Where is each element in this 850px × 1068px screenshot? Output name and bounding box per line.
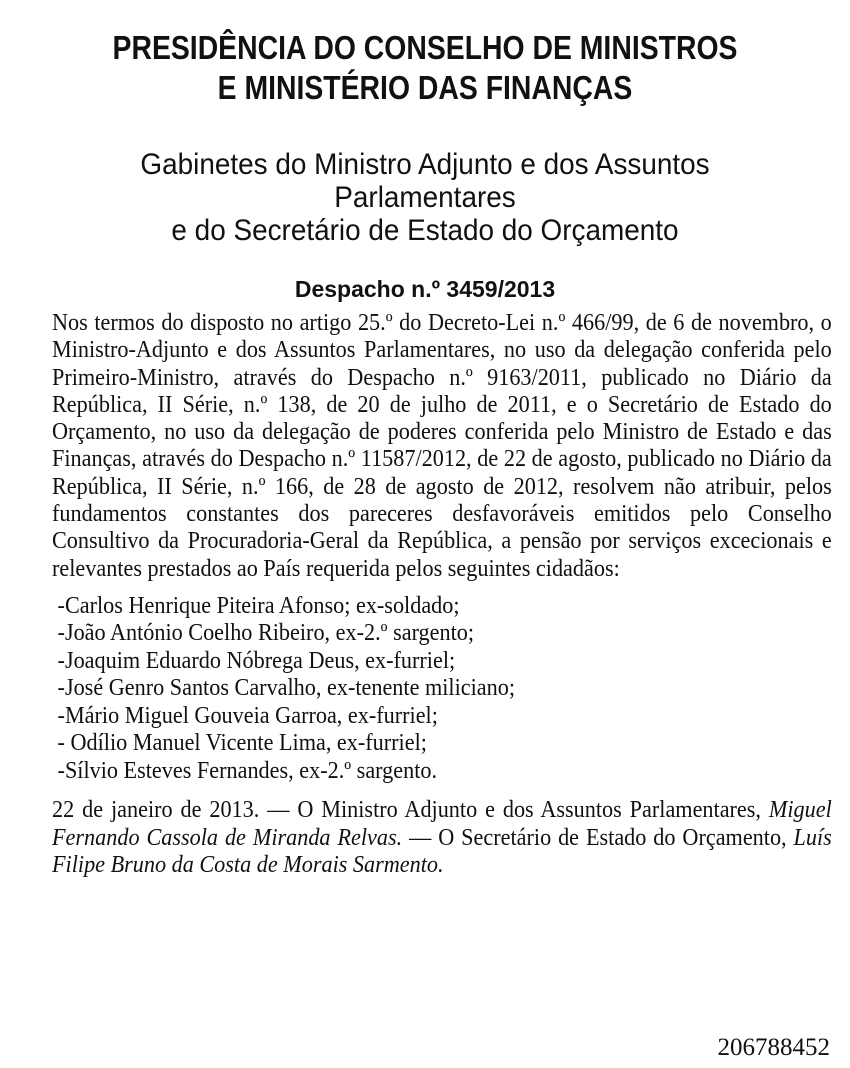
cabinet-subheader-line-3: e do Secretário de Estado do Orçamento <box>171 214 679 247</box>
cabinet-subheader-line-2: Parlamentares <box>334 181 516 214</box>
closing-middle-text: — O Secretário de Estado do Orçamento, <box>409 824 787 851</box>
ministry-header-line-1: PRESIDÊNCIA DO CONSELHO DE MINISTROS <box>112 29 738 66</box>
cabinet-subheader <box>48 148 801 247</box>
main-paragraph <box>52 310 832 583</box>
ministry-header-line-2: E MINISTÉRIO DAS FINANÇAS <box>217 69 633 106</box>
closing-paragraph <box>52 797 832 879</box>
list-item: -Joaquim Eduardo Nóbrega Deus, ex-furriel; <box>57 647 456 674</box>
document-body <box>52 310 832 879</box>
dispatch-title: Despacho n.º 3459/2013 <box>294 276 556 302</box>
list-item: -João António Coelho Ribeiro, ex-2.º sargento; <box>57 620 475 647</box>
list-item: -Sílvio Esteves Fernandes, ex-2.º sargento. <box>57 757 438 784</box>
list-item: -Mário Miguel Gouveia Garroa, ex-furriel; <box>57 702 438 729</box>
citizen-list <box>52 593 832 786</box>
signer-1: Miguel Fernando Cassola de Miranda Relvas. <box>52 797 832 851</box>
signer-2: Luís Filipe Bruno da Costa de Morais Sarmento. <box>52 824 832 879</box>
ministry-header <box>77 28 774 108</box>
cabinet-subheader-line-1: Gabinetes do Ministro Adjunto e dos Assuntos <box>140 148 710 181</box>
document-code: 206788452 <box>717 1034 830 1061</box>
list-item: - Odílio Manuel Vicente Lima, ex-furriel; <box>57 730 427 757</box>
list-item: -José Genro Santos Carvalho, ex-tenente miliciano; <box>57 675 515 702</box>
closing-date-text: 22 de janeiro de 2013. — O Ministro Adjunto e dos Assuntos Parlamentares, <box>52 797 761 824</box>
list-item: -Carlos Henrique Piteira Afonso; ex-soldado; <box>57 592 460 619</box>
main-paragraph-text: Nos termos do disposto no artigo 25.º do Decreto-Lei n.º 466/99, de 6 de novembro, o Ministro-Adjunto e dos Assuntos Parlamentares, no uso da delegação conferida pelo Primeiro-Ministro, através do Despacho n.º 9163/2011, publicado no Diário da República, II Série, n.º 138, de 20 de julho de 2011, e o Secretário de Estado do Orçamento, no uso da delegação de poderes conferida pelo Ministro de Estado e das Finanças, através do Despacho n.º 11587/2012, de 22 de agosto, publicado no Diário da República, II Série, n.º 166, de 28 de agosto de 2012, resolvem não atribuir, pelos fundamentos constantes dos pareceres desfavoráveis emitidos pelo Conselho Consultivo da Procuradoria-Geral da República, a pensão por serviços excecionais e relevantes prestados ao País requerida pelos seguintes cidadãos: <box>52 310 832 582</box>
